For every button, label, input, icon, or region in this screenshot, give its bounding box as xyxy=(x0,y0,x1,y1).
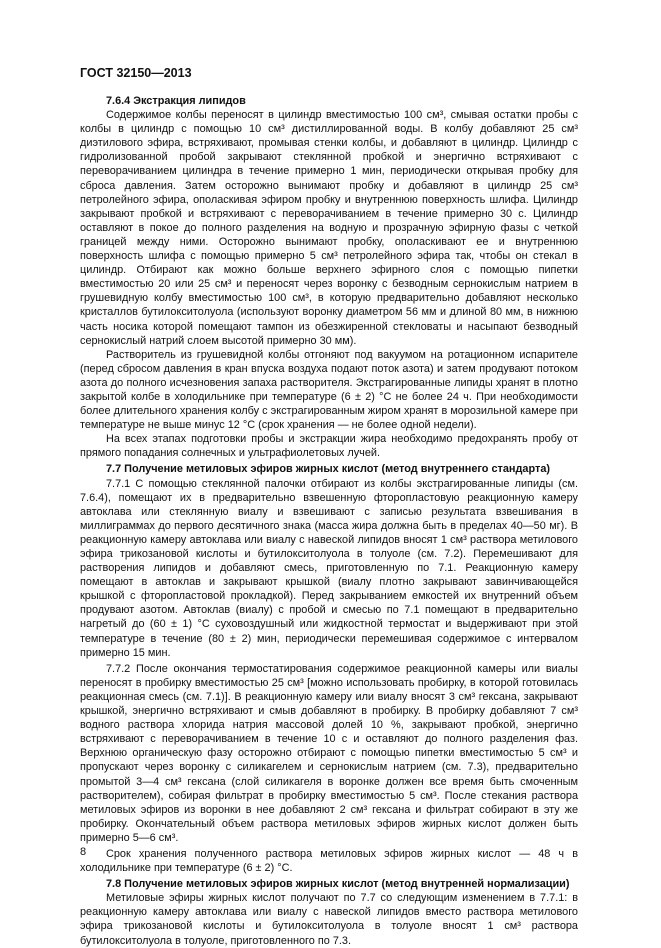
paragraph: Метиловые эфиры жирных кислот получают по 7.7 со следующим изменением в 7.7.1: в реакционную камеру автоклава или виалу с навеской липидов вместо раствора метилового эфира трикозановой кислоты и бутилокситолуола в толуоле вносят 1 см³ раствора бутилокситолуола в толуоле, приготовленного по 7.3. xyxy=(80,892,578,947)
paragraph: Срок хранения полученного раствора метиловых эфиров жирных кислот — 48 ч в холодильнике при температуре (6 ± 2) °С. xyxy=(80,847,578,875)
paragraph: Содержимое колбы переносят в цилиндр вместимостью 100 см³, смывая остатки пробы с колбы в цилиндр с помощью 10 см³ дистиллированной воды. В колбу добавляют 25 см³ диэтилового эфира, встряхивают, промывая стенки колбы, и добавляют в цилиндр. Цилиндр с гидролизованной пробой закрывают стеклянной пробкой и энергично встряхивают с переворачиванием цилиндра в течение примерно 1 мин, периодически открывая пробку для сброса давления. Затем осторожно вынимают пробку и добавляют в цилиндр 25 см³ петролейного эфира, ополаскивая эфиром пробку и внутреннюю поверхность шлифа. Цилиндр закрывают пробкой и встряхивают с переворачиванием в течение примерно 30 с. Цилиндр оставляют в покое до полного разделения на водную и прозрачную эфирную фазы с четкой границей между ними. Осторожно вынимают пробку, ополаскивают ее и внутреннюю поверхность шлифа с помощью примерно 5 см³ петролейного эфира так, чтобы он стекал в цилиндр. Отбирают как можно больше верхнего эфирного слоя с помощью пипетки вместимостью 20 или 25 см³ и переносят через воронку с безводным сернокислым натрием в грушевидную колбу вместимостью 100 см³, в которую предварительно добавляют несколько кристаллов бутилокситолуола (используют воронку диаметром 56 мм и длиной 80 мм, в нижнюю часть носика которой помещают тампон из обезжиренной стекловаты и насыпают безводный сернокислый натрий слоем высотой примерно 30 мм). xyxy=(80,109,578,347)
paragraph: 7.7.1 С помощью стеклянной палочки отбирают из колбы экстрагированные липиды (см. 7.6.4), помещают их в предварительно взвешенную фторопластовую реакционную камеру автоклава или стеклянную виалу и взвешивают с записью результата взвешивания в миллиграммах до первого десятичного знака (масса жира должна быть в пределах 40—50 мг). В реакционную камеру автоклава или виалу с навеской липидов вносят 1 см³ раствора метилового эфира трикозановой кислоты и бутилокситолуола в толуоле (см. 7.2). Перемешивают для растворения липидов и добавляют смесь, приготовленную по 7.1. Реакционную камеру помещают в автоклав и закрывают крышкой (виалу плотно закрывают завинчивающейся крышкой с фторопластовой прокладкой). Перед закрыванием емкостей их внутренний объем продувают азотом. Автоклав (виалу) с пробой и смесью по 7.1 помещают в предварительно нагретый до (60 ± 1) °С суховоздушный или жидкостной термостат и выдерживают при этой температуре в течение (80 ± 2) мин, периодически перемешивая содержимое с интервалом примерно 15 мин. xyxy=(80,477,578,659)
document-header: ГОСТ 32150—2013 xyxy=(80,66,192,80)
page-content xyxy=(80,94,578,948)
paragraph: На всех этапах подготовки пробы и экстракции жира необходимо предохранять пробу от прямого попадания солнечных и ультрафиолетовых лучей. xyxy=(80,433,578,460)
paragraph: 7.7.2 После окончания термостатирования содержимое реакционной камеры или виалы переносят в пробирку вместимостью 25 см³ [можно использовать пробирку, в которой готовилась реакционная смесь (см. 7.1)]. В реакционную камеру или виалу вносят 3 см³ гексана, закрывают крышкой, энергично встряхивают и смыв добавляют в пробирку. В пробирку добавляют 7 см³ водного раствора хлорида натрия массовой долей 10 %, закрывают пробкой, энергично встряхивают с переворачиванием в течение 10 с и оставляют до полного разделения фаз. Верхнюю органическую фазу осторожно отбирают с помощью пипетки вместимостью 5 см³ и пропускают через воронку с силикагелем и сернокислым натрием (см. 7.3), предварительно промытой 3—4 см³ гексана (слой силикагеля в воронке должен все время быть смоченным растворителем), собирая фильтрат в пробирку вместимостью 5 см³. После стекания раствора метиловых эфиров из воронки в нее добавляют 2 см³ гексана и фильтрат собирают в эту же пробирку. Окончательный объем раствора метиловых эфиров жирных кислот должен быть примерно 5—6 см³. xyxy=(80,662,578,844)
section-heading-764: 7.6.4 Экстракция липидов xyxy=(106,95,246,107)
section-heading-78: 7.8 Получение метиловых эфиров жирных кислот (метод внутренней нормализации) xyxy=(106,878,570,891)
paragraph: Растворитель из грушевидной колбы отгоняют под вакуумом на ротационном испарителе (перед сбросом давления в кран впуска воздуха подают поток азота) и затем продувают потоком азота до полного исчезновения запаха растворителя. Экстрагированные липиды хранят в плотно закрытой колбе в холодильнике при температуре (6 ± 2) °С не более 24 ч. При необходимости более длительного хранения колбу с экстрагированным жиром хранят в морозильной камере при температуре не выше минус 12 °С (срок хранения — не более одной недели). xyxy=(80,348,578,432)
page-number: 8 xyxy=(80,846,87,858)
section-heading-77: 7.7 Получение метиловых эфиров жирных кислот (метод внутреннего стандарта) xyxy=(106,463,550,476)
